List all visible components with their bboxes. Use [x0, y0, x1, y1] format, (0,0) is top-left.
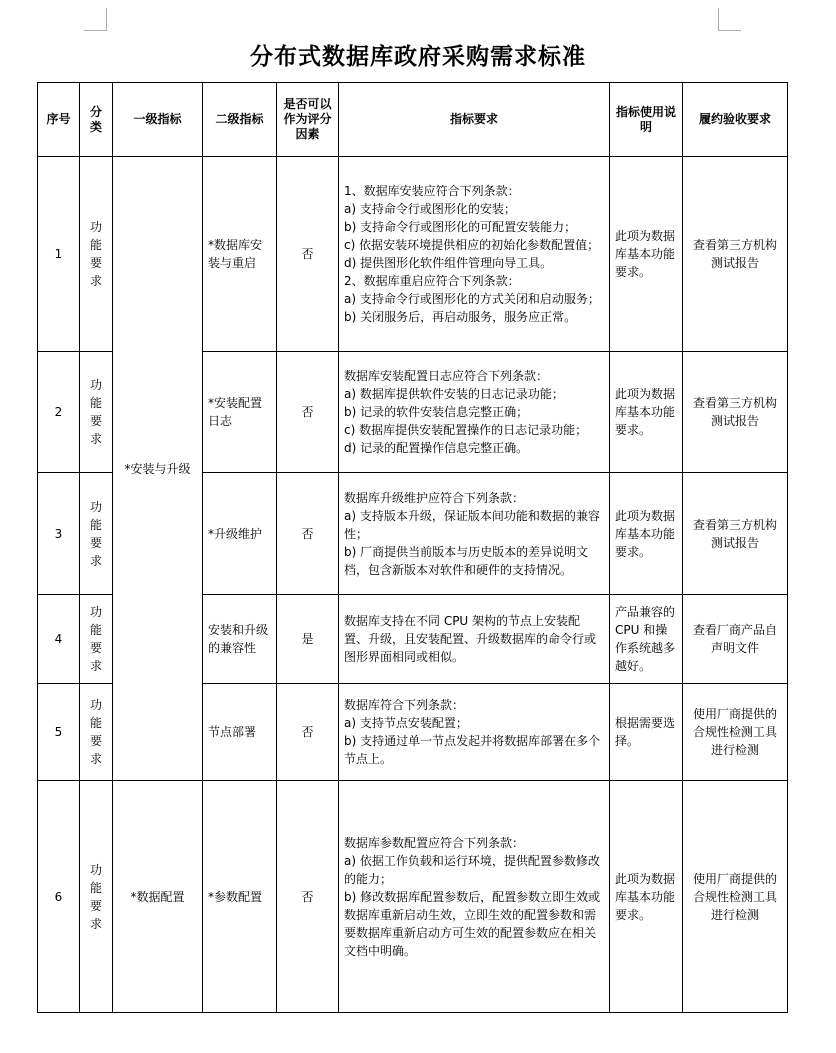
requirements-table	[37, 82, 788, 1013]
row-requirement: 数据库升级维护应符合下列条款： a) 支持版本升级，保证版本间功能和数据的兼容性； b) 厂商提供当前版本与历史版本的差异说明文档，包含新版本对软件和硬件的支持情况。	[339, 473, 610, 595]
row-requirement: 数据库符合下列条款： a) 支持节点安装配置； b) 支持通过单一节点发起并将数据库部署在多个节点上。	[339, 684, 610, 781]
row-requirement: 数据库支持在不同 CPU 架构的节点上安装配置、升级，且安装配置、升级数据库的命令行或图形界面相同或相似。	[339, 595, 610, 684]
row-level2: *数据库安装与重启	[203, 157, 277, 352]
row-acceptance: 查看厂商产品自声明文件	[683, 595, 788, 684]
row-acceptance: 使用厂商提供的合规性检测工具进行检测	[683, 781, 788, 1013]
row-usage: 根据需要选择。	[610, 684, 683, 781]
row-acceptance: 查看第三方机构测试报告	[683, 352, 788, 473]
row-category: 功能要求	[80, 781, 113, 1013]
row-usage: 此项为数据库基本功能要求。	[610, 157, 683, 352]
row-acceptance: 查看第三方机构测试报告	[683, 473, 788, 595]
header-level1: 一级指标	[113, 83, 203, 157]
row-usage: 产品兼容的 CPU 和操作系统越多越好。	[610, 595, 683, 684]
row-category: 功能要求	[80, 595, 113, 684]
row-level2: *安装配置日志	[203, 352, 277, 473]
row-usage: 此项为数据库基本功能要求。	[610, 473, 683, 595]
row-seq: 2	[38, 352, 80, 473]
table-row	[38, 781, 788, 1013]
row-scoring: 否	[277, 352, 339, 473]
header-acceptance: 履约验收要求	[683, 83, 788, 157]
header-usage: 指标使用说明	[610, 83, 683, 157]
row-scoring: 否	[277, 473, 339, 595]
row-scoring: 否	[277, 781, 339, 1013]
document-title: 分布式数据库政府采购需求标准	[250, 44, 586, 70]
row-requirement: 数据库安装配置日志应符合下列条款： a) 数据库提供软件安装的日志记录功能； b) 记录的软件安装信息完整正确； c) 数据库提供安装配置操作的日志记录功能； d) 记录的配置操作信息完整正确。	[339, 352, 610, 473]
row-level2: *参数配置	[203, 781, 277, 1013]
table-header-row	[38, 83, 788, 157]
row-seq: 4	[38, 595, 80, 684]
row-scoring: 是	[277, 595, 339, 684]
row-scoring: 否	[277, 684, 339, 781]
row-category: 功能要求	[80, 684, 113, 781]
row-category: 功能要求	[80, 157, 113, 352]
header-category: 分类	[80, 83, 113, 157]
row-category: 功能要求	[80, 352, 113, 473]
row-requirement: 1、数据库安装应符合下列条款： a) 支持命令行或图形化的安装； b) 支持命令行或图形化的可配置安装能力； c) 依据安装环境提供相应的初始化参数配置值； d) 提供图形化软件组件管理向导工具。 2、数据库重启应符合下列条款： a) 支持命令行或图形化的方式关闭和启动服务； b) 关闭服务后，再启动服务，服务应正常。	[339, 157, 610, 352]
row-usage: 此项为数据库基本功能要求。	[610, 352, 683, 473]
header-seq: 序号	[38, 83, 80, 157]
page-corner-mark-right	[718, 8, 741, 31]
row-acceptance: 查看第三方机构测试报告	[683, 157, 788, 352]
header-level2: 二级指标	[203, 83, 277, 157]
row-seq: 3	[38, 473, 80, 595]
page-corner-mark-left	[84, 8, 107, 31]
level1-data-config: *数据配置	[113, 781, 203, 1013]
row-seq: 6	[38, 781, 80, 1013]
row-requirement: 数据库参数配置应符合下列条款： a) 依据工作负载和运行环境，提供配置参数修改的能力； b) 修改数据库配置参数后，配置参数立即生效或数据库重新启动生效，立即生效的配置参数和需要数据库重新启动方可生效的配置参数应在相关文档中明确。	[339, 781, 610, 1013]
row-acceptance: 使用厂商提供的合规性检测工具进行检测	[683, 684, 788, 781]
level1-install-upgrade: *安装与升级	[113, 157, 203, 781]
row-seq: 1	[38, 157, 80, 352]
row-level2: 安装和升级的兼容性	[203, 595, 277, 684]
row-scoring: 否	[277, 157, 339, 352]
row-level2: *升级维护	[203, 473, 277, 595]
row-level2: 节点部署	[203, 684, 277, 781]
row-usage: 此项为数据库基本功能要求。	[610, 781, 683, 1013]
row-category: 功能要求	[80, 473, 113, 595]
table-row	[38, 157, 788, 352]
row-seq: 5	[38, 684, 80, 781]
header-scoring: 是否可以作为评分因素	[277, 83, 339, 157]
header-requirement: 指标要求	[339, 83, 610, 157]
